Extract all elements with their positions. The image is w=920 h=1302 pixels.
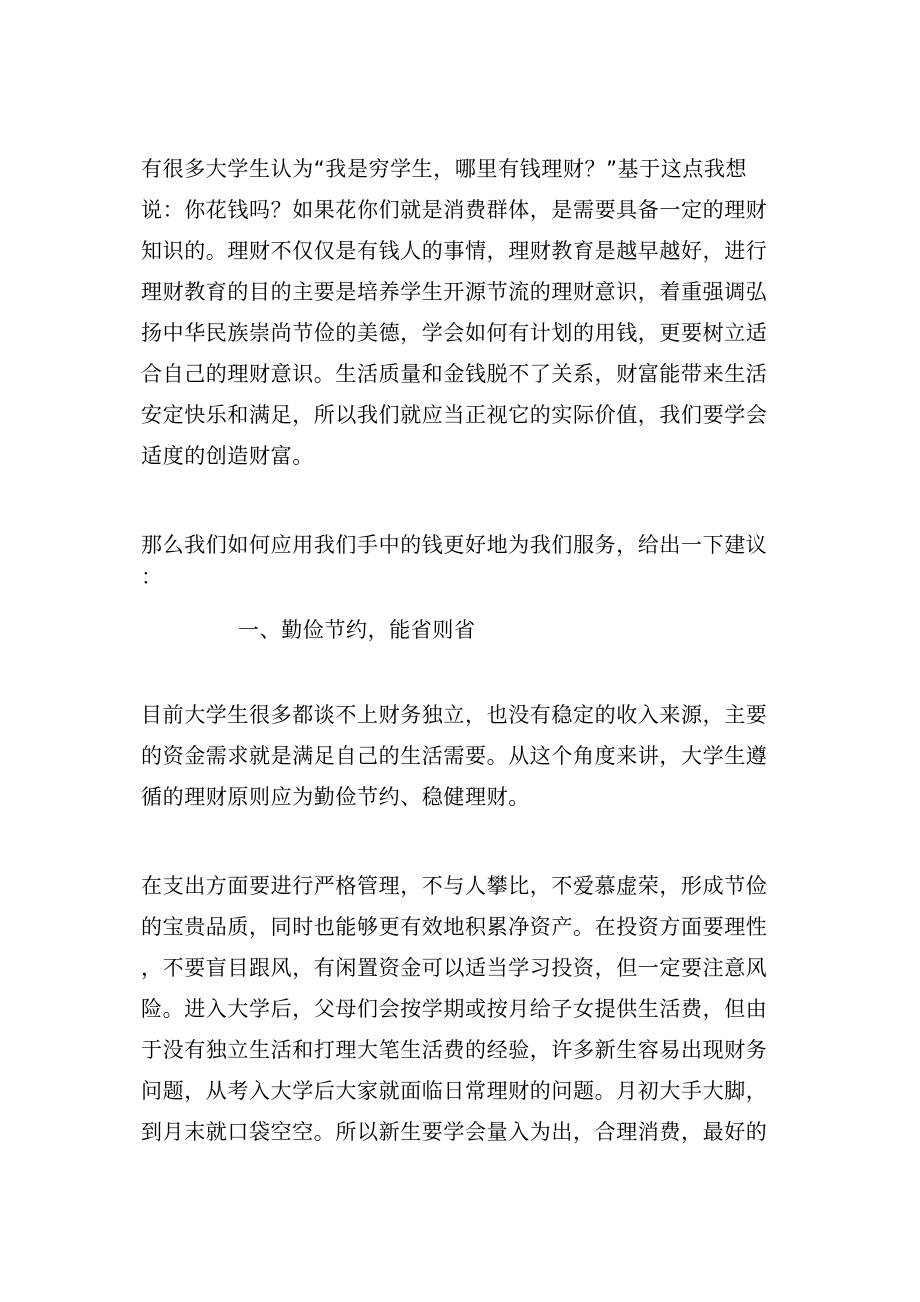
text-line: 理财教育的目的主要是培养学生开源节流的理财意识，着重强调弘	[141, 280, 768, 304]
text-line: ，不要盲目跟风，有闲置资金可以适当学习投资，但一定要注意风	[141, 956, 768, 980]
text-line: 的宝贵品质，同时也能够更有效地积累净资产。在投资方面要理性	[141, 915, 768, 939]
text-line: 有很多大学生认为“我是穷学生，哪里有钱理财？”基于这点我想	[141, 157, 748, 181]
text-line: 说：你花钱吗？如果花你们就是消费群体，是需要具备一定的理财	[141, 198, 768, 222]
text-line: 险。进入大学后，父母们会按学期或按月给子女提供生活费，但由	[141, 997, 768, 1021]
text-line: 目前大学生很多都谈不上财务独立，也没有稳定的收入来源，主要	[141, 703, 768, 727]
text-line: 那么我们如何应用我们手中的钱更好地为我们服务，给出一下建议	[141, 533, 768, 557]
section-heading: 一、勤俭节约，能省则省	[238, 618, 476, 642]
text-line: 适度的创造财富。	[141, 444, 314, 468]
text-line: 在支出方面要进行严格管理，不与人攀比，不爱慕虚荣，形成节俭	[141, 874, 768, 898]
text-line: 扬中华民族崇尚节俭的美德，学会如何有计划的用钱，更要树立适	[141, 321, 768, 345]
text-line: 循的理财原则应为勤俭节约、稳健理财。	[141, 785, 530, 809]
text-line: 知识的。理财不仅仅是有钱人的事情，理财教育是越早越好，进行	[141, 239, 768, 263]
text-line: 的资金需求就是满足自己的生活需要。从这个角度来讲，大学生遵	[141, 744, 768, 768]
text-line: 安定快乐和满足，所以我们就应当正视它的实际价值，我们要学会	[141, 403, 768, 427]
text-line: ：	[141, 565, 163, 589]
text-line: 于没有独立生活和打理大笔生活费的经验，许多新生容易出现财务	[141, 1038, 768, 1062]
text-line: 合自己的理财意识。生活质量和金钱脱不了关系，财富能带来生活	[141, 362, 768, 386]
text-line: 问题，从考入大学后大家就面临日常理财的问题。月初大手大脚，	[141, 1079, 768, 1103]
text-line: 到月末就口袋空空。所以新生要学会量入为出，合理消费，最好的	[141, 1120, 768, 1144]
